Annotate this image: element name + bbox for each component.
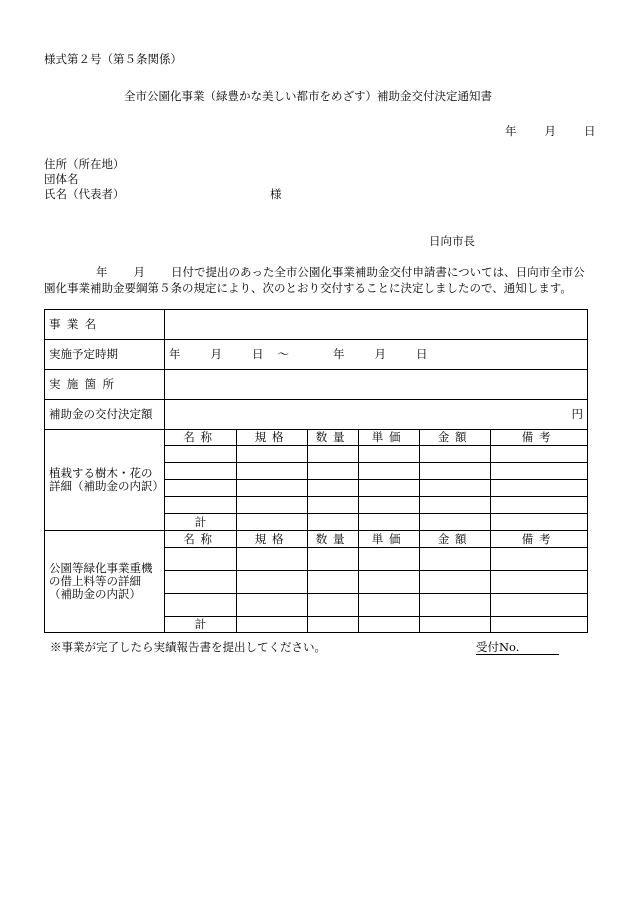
- body-month: 月: [133, 265, 145, 279]
- receipt-number-blank: [519, 642, 559, 655]
- completion-note: ※事業が完了したら実績報告書を提出してください。: [50, 640, 326, 654]
- row-project-name: [45, 310, 588, 340]
- form-number: 様式第２号（第５条関係）: [44, 52, 182, 66]
- col-spec-header: 規格: [237, 430, 308, 446]
- group-name-label: 団体名: [44, 172, 79, 186]
- col-remarks-header: 備考: [491, 531, 588, 548]
- section1-label: 植栽する樹木・花の詳細（補助金の内訳）: [45, 430, 165, 531]
- receipt-number: [476, 640, 559, 655]
- col-name-header: 名称: [165, 430, 237, 446]
- date-day: 日: [584, 124, 596, 138]
- col-amount-header: 金額: [420, 531, 491, 548]
- col-spec-header: 規格: [237, 531, 308, 548]
- period-year-end: 年: [333, 347, 345, 361]
- col-remarks-header: 備考: [491, 430, 588, 446]
- representative-name-label: 氏名（代表者）: [44, 187, 125, 201]
- subsidy-detail-table: [44, 309, 588, 633]
- body-text: 日付で提出のあった全市公園化事業補助金交付申請書については、日向市全市公園化事業補助金要綱第５条の規定により、次のとおり交付することに決定しましたので、通知します。: [44, 265, 585, 295]
- period-value: [165, 340, 588, 370]
- period-month-end: 月: [374, 347, 386, 361]
- notice-body: [44, 264, 596, 296]
- location-value: [165, 370, 588, 400]
- body-year: 年: [96, 265, 108, 279]
- col-unit-price-header: 単価: [359, 531, 420, 548]
- amount-label: 補助金の交付決定額: [45, 400, 165, 430]
- project-name-value: [165, 310, 588, 340]
- section2-label: 公園等緑化事業重機の借上料等の詳細（補助金の内訳）: [45, 531, 165, 633]
- issue-date: [505, 124, 596, 138]
- location-label: 実施箇所: [45, 370, 165, 400]
- period-tilde: 〜: [277, 347, 289, 361]
- section1-total-label: 計: [165, 514, 237, 531]
- address-label: 住所（所在地）: [44, 157, 125, 171]
- period-month-start: 月: [210, 347, 222, 361]
- honorific: 様: [270, 187, 282, 201]
- date-year: 年: [505, 124, 517, 138]
- amount-unit: 円: [571, 407, 583, 421]
- col-amount-header: 金額: [420, 430, 491, 446]
- issuer-name: 日向市長: [429, 234, 475, 248]
- period-day-start: 日: [252, 347, 264, 361]
- row-period: [45, 340, 588, 370]
- section2-total-label: 計: [165, 617, 237, 633]
- period-day-end: 日: [416, 347, 428, 361]
- receipt-label: 受付No.: [476, 640, 520, 654]
- section2-header-row: [45, 531, 588, 548]
- project-name-label: 事業名: [45, 310, 165, 340]
- col-qty-header: 数量: [308, 531, 359, 548]
- col-name-header: 名称: [165, 531, 237, 548]
- date-month: 月: [544, 124, 556, 138]
- period-year-start: 年: [169, 347, 181, 361]
- col-qty-header: 数量: [308, 430, 359, 446]
- document-title: 全市公園化事業（緑豊かな美しい都市をめざす）補助金交付決定通知書: [124, 89, 492, 103]
- row-amount: [45, 400, 588, 430]
- amount-value: [165, 400, 588, 430]
- section1-header-row: [45, 430, 588, 446]
- period-label: 実施予定時期: [45, 340, 165, 370]
- col-unit-price-header: 単価: [359, 430, 420, 446]
- row-location: [45, 370, 588, 400]
